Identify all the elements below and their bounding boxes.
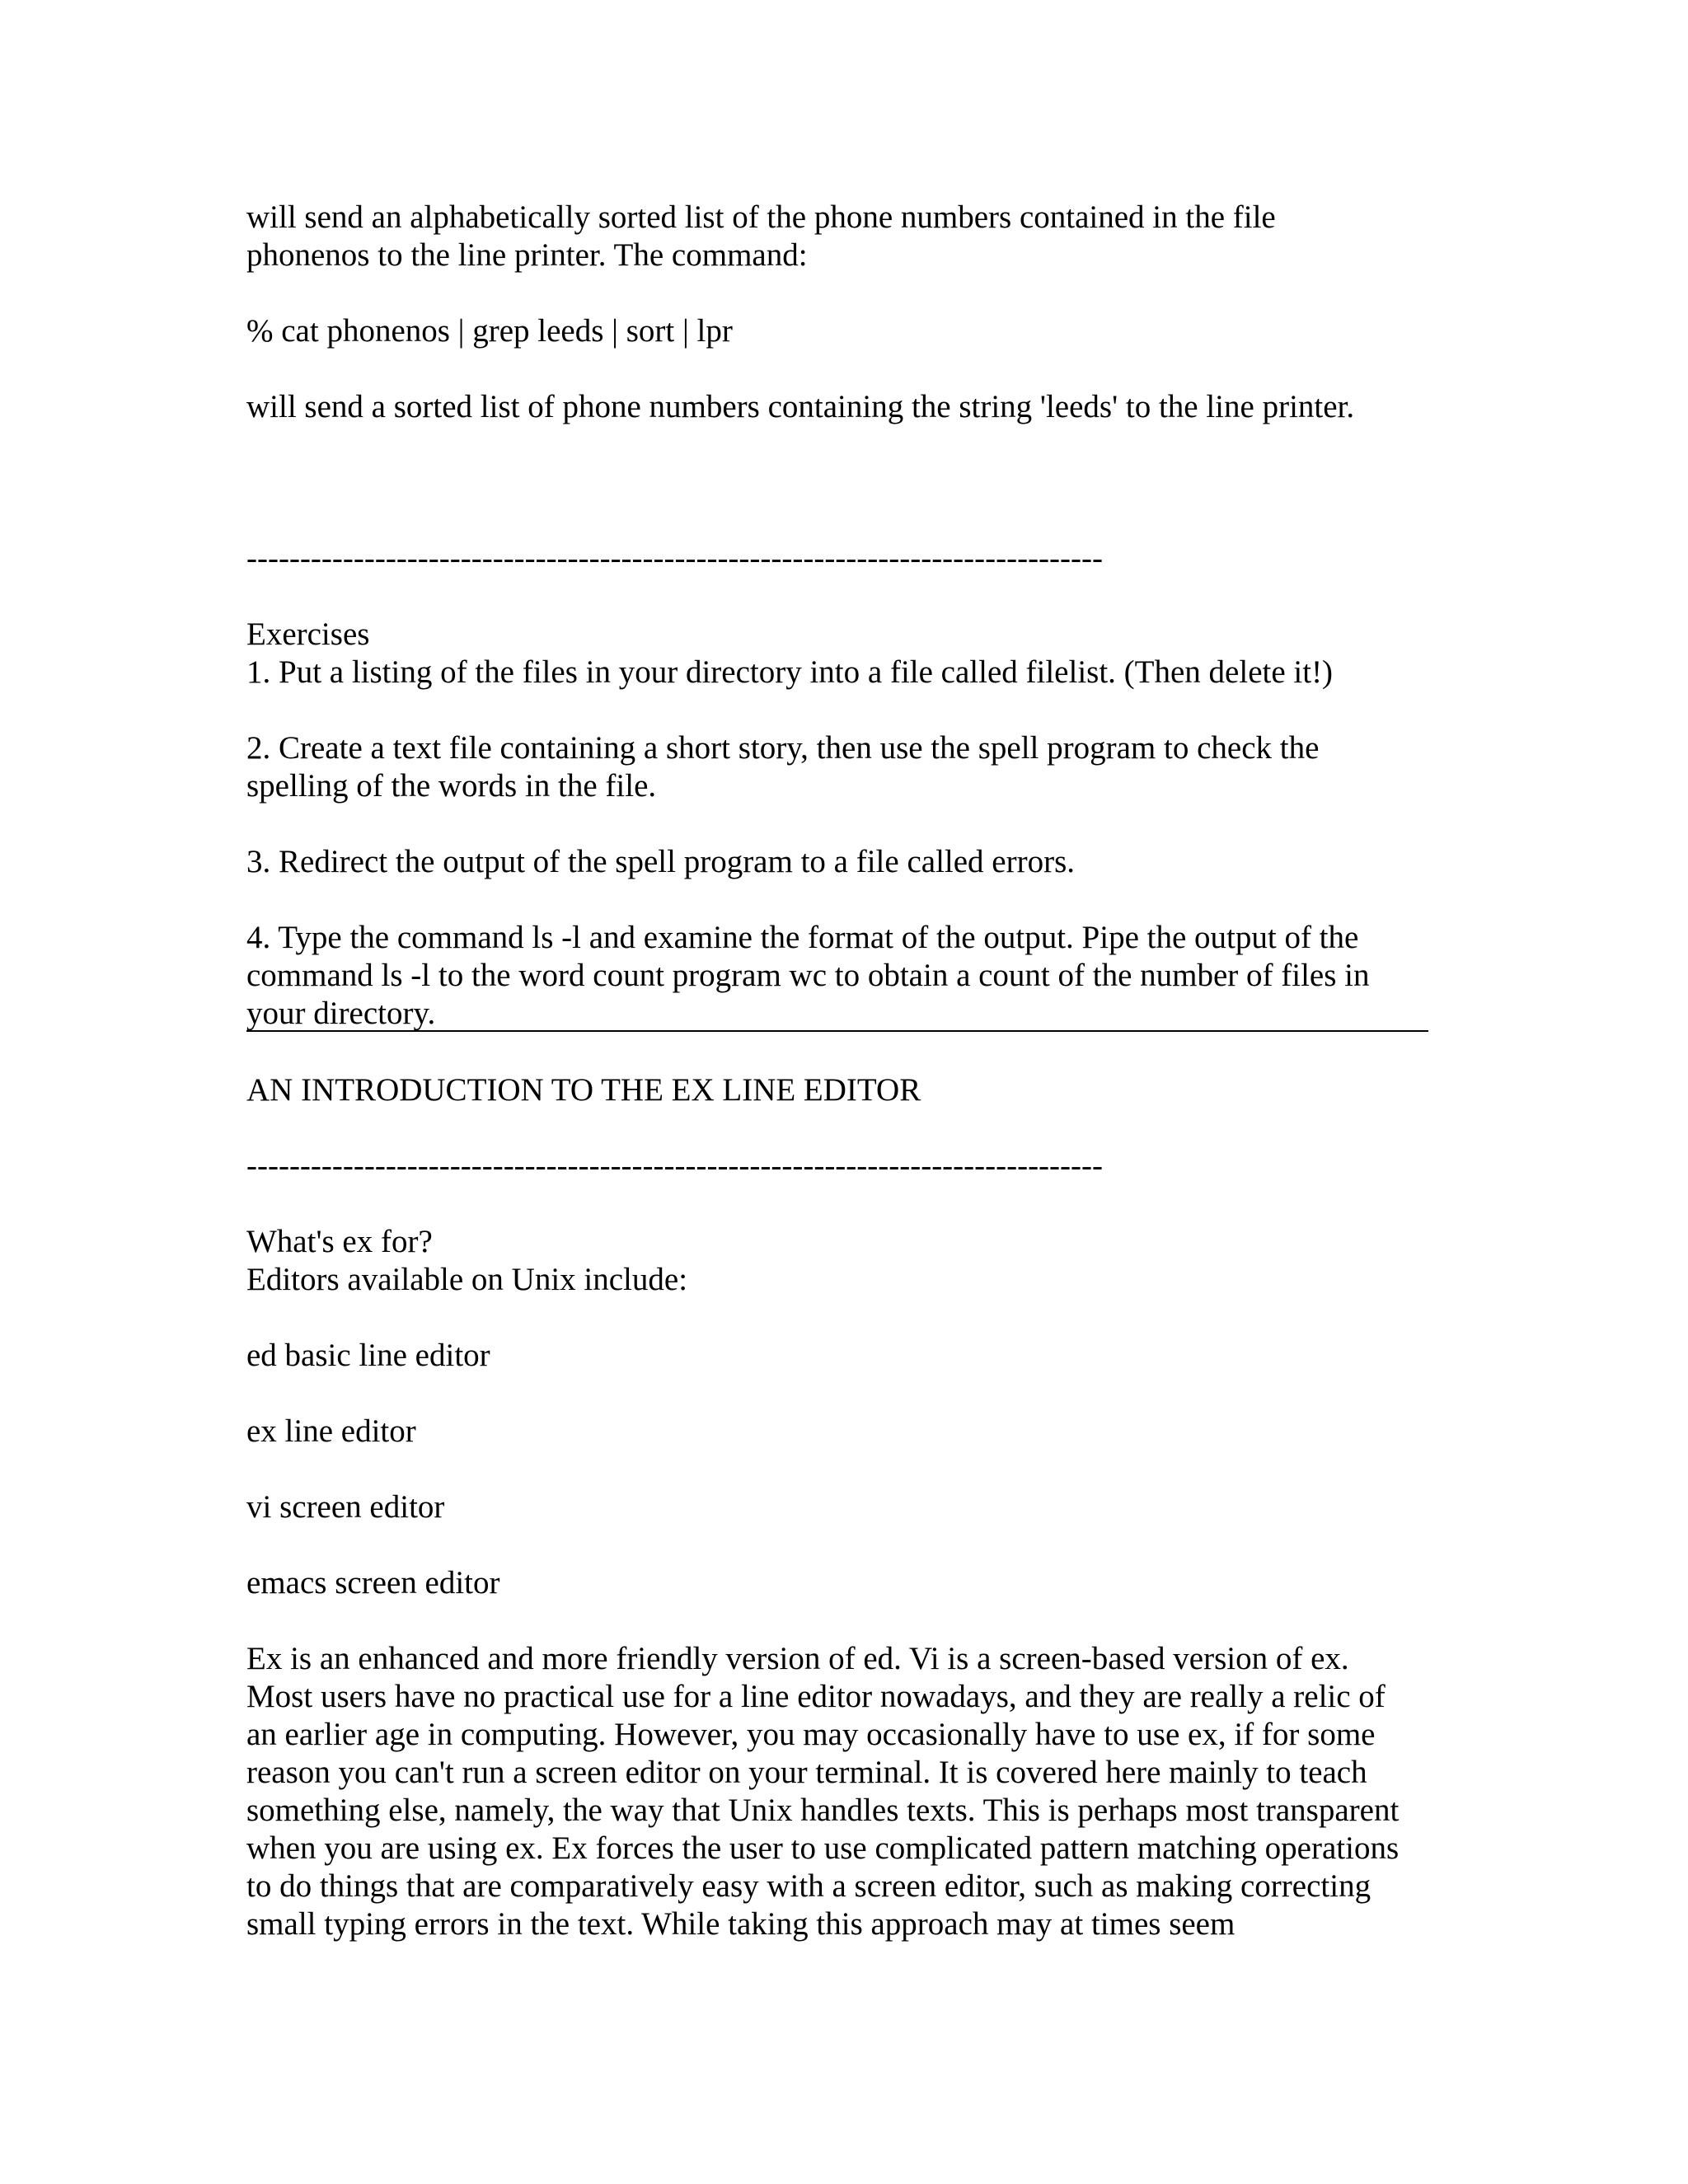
editors-intro: Editors available on Unix include: [246,1262,688,1297]
exercises-heading: Exercises [246,616,370,652]
intro-line-1: will send an alphabetically sorted list of the phone numbers contained in the file [246,199,1276,235]
paragraph-line: something else, namely, the way that Unix handles texts. This is perhaps most transparent [246,1793,1400,1828]
exercise-2-line-2: spelling of the words in the file. [246,768,657,804]
paragraph-line: when you are using ex. Ex forces the user to use complicated pattern matching operations [246,1830,1400,1866]
horizontal-rule [246,1030,1428,1032]
section-title: AN INTRODUCTION TO THE EX LINE EDITOR [246,1072,921,1108]
exercise-4-line-1: 4. Type the command ls -l and examine the format of the output. Pipe the output of the [246,920,1359,955]
editor-list-item: ex line editor [246,1413,416,1449]
paragraph-line: an earlier age in computing. However, you may occasionally have to use ex, if for some [246,1717,1376,1752]
paragraph-line: small typing errors in the text. While taking this approach may at times seem [246,1906,1236,1942]
paragraph-line: Most users have no practical use for a line editor nowadays, and they are really a relic of [246,1679,1386,1714]
paragraph-line: Ex is an enhanced and more friendly version of ed. Vi is a screen-based version of ex. [246,1641,1349,1676]
separator-dashes-2: -------------------------------------------------------------------------------- [246,1148,1103,1183]
exercise-4-line-2: command ls -l to the word count program wc to obtain a count of the number of files in [246,958,1370,993]
paragraph-line: to do things that are comparatively easy with a screen editor, such as making correcting [246,1868,1372,1904]
exercise-4-line-3: your directory. [246,996,436,1031]
subheading-question: What's ex for? [246,1224,433,1259]
command-result: will send a sorted list of phone numbers containing the string 'leeds' to the line printer. [246,389,1355,424]
editor-list-item: emacs screen editor [246,1565,500,1601]
editor-list-item: vi screen editor [246,1489,445,1525]
exercise-3: 3. Redirect the output of the spell program to a file called errors. [246,844,1075,879]
editor-list-item: ed basic line editor [246,1338,490,1373]
exercise-1: 1. Put a listing of the files in your directory into a file called filelist. (Then delete it!) [246,654,1334,690]
paragraph-line: reason you can't run a screen editor on your terminal. It is covered here mainly to teach [246,1755,1367,1790]
intro-line-2: phonenos to the line printer. The command: [246,237,808,273]
exercise-2-line-1: 2. Create a text file containing a short story, then use the spell program to check the [246,730,1320,766]
command-example: % cat phonenos | grep leeds | sort | lpr [246,313,733,349]
separator-dashes-1: -------------------------------------------------------------------------------- [246,541,1103,576]
